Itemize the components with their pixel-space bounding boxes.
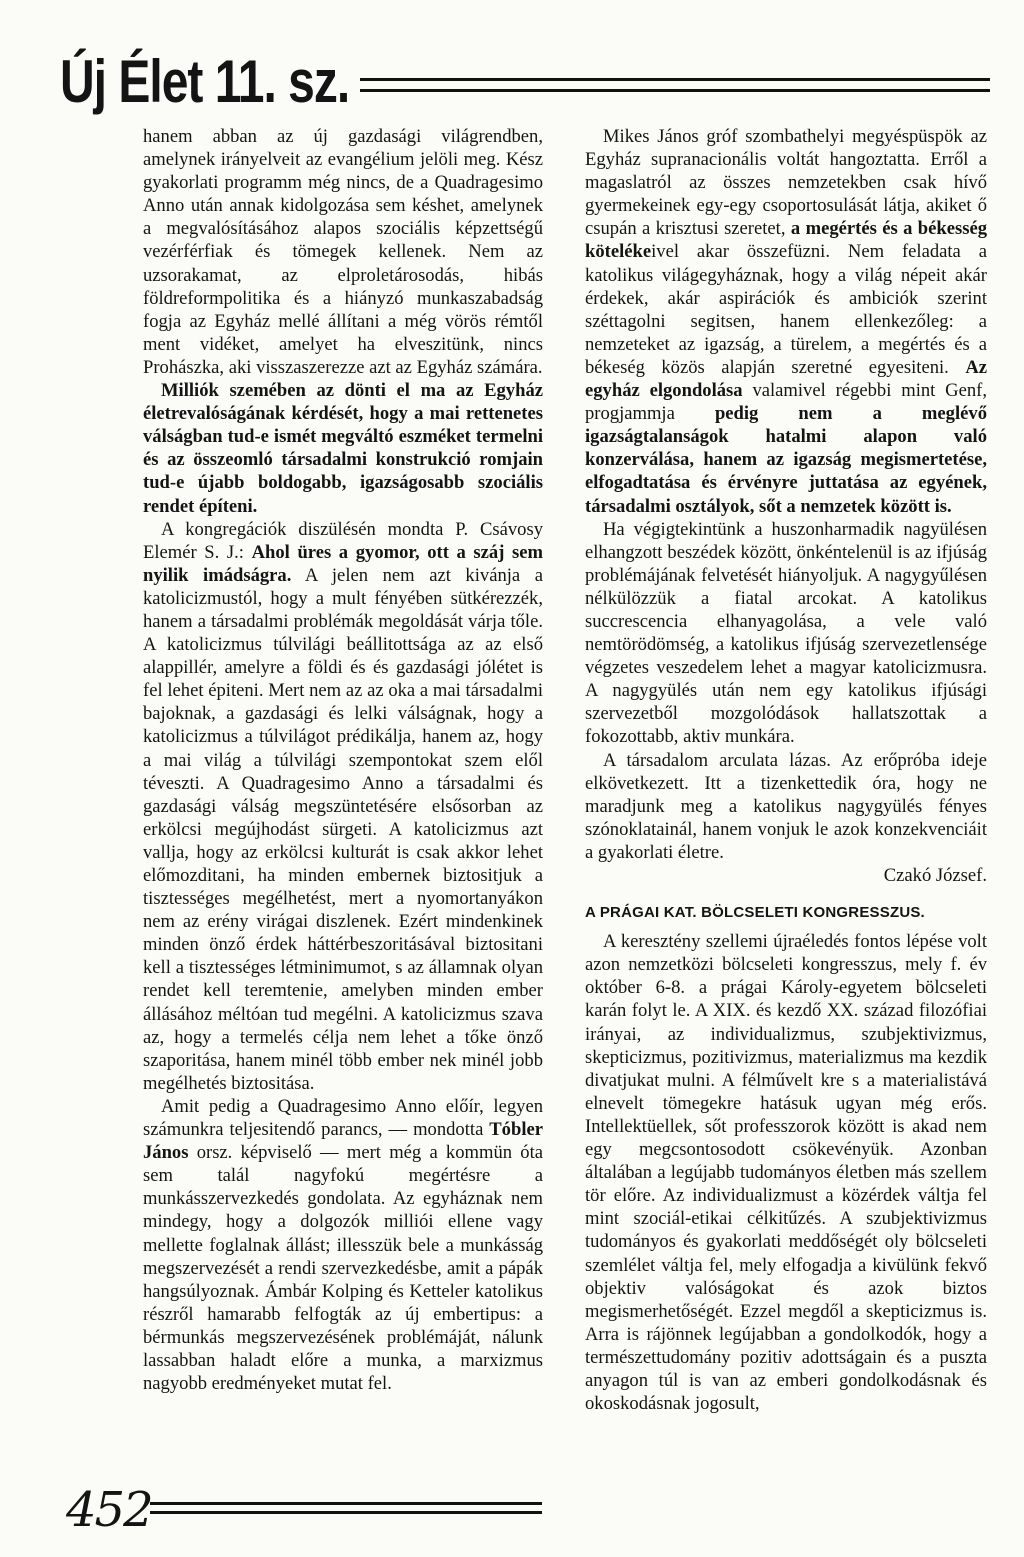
text: mert még a kommün óta sem talál nagyfokú megértésre a munkásszervezkedés gondolata. Az egyháznak nem mindegy, hogy a dolgozók milliói ellene vagy mellette foglalnak állást; illesszük bele a munkásság megszervezését a rendi szervezkedésbe, amit a pápák hangsúlyoznak. Ámbár Kolping és Ketteler katolikus részről hamarabb felfogták az új embertipus: a bérmunkás megszervezésének problémáját, nálunk lassabban haladt előre a munka, a marxizmus nagyobb eredményeket mutat fel. bbox=[143, 1142, 543, 1395]
text: A kongregációk diszülésén mondta P. Csávosy Elemér S. J.: bbox=[143, 518, 543, 563]
author-signature: Czakó József. bbox=[883, 865, 987, 886]
paragraph: A társadalom arculata lázas. Az erőpróba ideje elkövetkezett. Itt a tizenkettedik óra, hogy ne maradjunk meg a katolikus nagygyülés fényes szónoklatainál, hanem vonjuk le azok konzekvenciáit a gyakorlati életre. bbox=[585, 749, 987, 863]
left-column bbox=[143, 125, 543, 1395]
speaker-name: Tóbler János bbox=[143, 1119, 543, 1164]
footer-rule bbox=[150, 1502, 542, 1514]
text: Amit pedig a Quadragesimo Anno előír, legyen számunkra teljesitendő parancs, — mondotta bbox=[143, 1095, 543, 1141]
text: orsz. képviselő — bbox=[196, 1142, 339, 1164]
text: valamivel régebbi mint Genf, progjammja bbox=[585, 380, 988, 425]
text: Mikes János gróf szombathelyi megyéspüspök az Egyház supranacionális voltát hangoztatta. Erről a magaslatról az összes nemzetekben csak hívő gyermekeinek egy-egy csoportosulását látja, akiket ő csupán a krisztusi szeretet, bbox=[585, 126, 987, 240]
paragraph-bold bbox=[143, 379, 543, 518]
text: A jelen nem azt kivánja a katolicizmustól, hogy a mult fényében sütkérezzék, hanem a társadalmi problémák megoldását várja tőle. A katolicizmus túlvilági beállitottsága az az első alappillér, amelyre a földi és és gazdasági jólétet is fel lehet épiteni. Mert nem az az oka a mai társadalmi bajoknak, a gazdasági és lelki válságnak, hogy a katolicizmus a túlvilágot prédikálja, hanem az, hogy a mai világ a túlvilági szempontokat szem elől téveszti. A Quadragesimo Anno a társadalmi és gazdasági válság megszüntetésére elsősorban az erkölcsi megújhodást sürgeti. A katolicizmus azt vallja, hogy az erkölcsi kulturát is csak akkor lehet előmozditani, ha minden embernek biztositjuk a tisztességes megélhetést, mert a nyomortanyákon nem az erény virágai diszlenek. Ezért mindenkinek minden önző érdek háttérbeszoritásával biztositani kell a tisztességes létminimumot, s az államnak olyan rendet kell teremtenie, amelyben minden ember állásához méltóan tud megélni. A katolicizmus szava az, hogy a termelés célja nem lehet a tőke önző szaporitása, hanem minél több ember nek minél jobb megélhetés biztositása. bbox=[143, 564, 543, 1094]
text: ivel akar összefüzni. Nem feladata a katolikus világegyháznak, hogy a világ népeit akár érdekek, akár aspirációk és ambiciók szerint széttagolni segitsen, hanem ellenkezőleg: a nemzeteket az igazság, a türelem, a megértés és a békeség közös alapján szeretné egyesiteni. bbox=[585, 241, 987, 378]
bold-quote: Ahol üres a gyomor, ott a száj sem nyilik imádságra. bbox=[143, 541, 543, 586]
masthead-rule bbox=[360, 78, 990, 92]
paragraph: A keresztény szellemi újraéledés fontos lépése volt azon nemzetközi bölcseleti kongresszus, mely f. év október 6-8. a prágai Károly-egyetem bölcseleti karán folyt le. A XIX. és kezdő XX. század filozófiai irányai, az individualizmus, szubjektivizmus, skepticizmus, pozitivizmus, materializmus ma kezdik divatjukat mulni. A félművelt kre s a materialistává elnevelt tömegekre hatásuk ugyan még erős. Intellektüellek, sőt professzorok között is akad nem egy megcsontosodott csökevényük. Azonban általában a legújabb tudományos életben más szellem tör előre. Az individualizmust a közérdek váltja fel mint szociál-etikai célkitűzés. A szubjektivizmus tudományos és gyakorlati meddőségét oly bölcseleti szemlélet váltja fel, mely elfogadja a kivülünk fekvő objektiv valóságokat és azok biztos megismerhetőségét. Ezzel megdől a skepticizmus is. Arra is rájönnek legújabban a gondolkodók, hogy a természettudomány pozitiv adottságain és a puszta anyagon túl is van az emberi gondolkodásnak és okoskodásnak jogosult, bbox=[585, 931, 987, 1415]
paragraph bbox=[585, 125, 987, 518]
paragraph: Ha végigtekintünk a huszonharmadik nagyülésen elhangzott beszédek között, önkéntelenül is az ifjúság problémájának felvetését hiányoljuk. A nagygyűlésen nélkülözzük a fiatal arcokat. A katolikus succrescencia elhanyagolása, a vele való nemtörödömség, a katolikus ifjúság szervezetlensége végzetes veszedelem lehet a magyar katolicizmusra. A nagygyülés után nem egy katolikus ifjúsági szervezetből mozgolódások hallatszottak a fokozottabb, aktiv munkára. bbox=[585, 518, 987, 748]
page-number: 452 bbox=[66, 1482, 152, 1538]
paragraph bbox=[143, 1095, 543, 1395]
bold-text: Milliók szemében az dönti el ma az Egyház életrevalóságának kérdését, hogy a mai rettenetes válságban tud-e ismét megváltó eszméket termelni és az összeomló társadalmi konstrukció romjain tud-e újabb boldogabb, igazságosabb szociális rendet építeni. bbox=[143, 380, 543, 517]
section-heading: A PRÁGAI KAT. BÖLCSELETI KONGRESSZUS. bbox=[585, 904, 925, 922]
bold-text: a megértés és a békesség köteléke bbox=[585, 218, 987, 263]
right-column bbox=[585, 125, 987, 1415]
bold-text: pedig nem a meglévő igazságtalanságok hatalmi alapon való konzerválása, hanem az igazság megismertetése, elfogadtatása és érvényre juttatása az egyének, társadalmi osztályok, sőt a nemzetek között is. bbox=[585, 403, 987, 517]
paragraph: hanem abban az új gazdasági világrendben, amelynek irányelveit az evangélium jelöli meg. Kész gyakorlati programm még nincs, de a Quadragesimo Anno után annak kidolgozása sem késhet, amelynek a megvalósításához alapos szociális képzettségű vezérférfiak és tömegek kellenek. Nem az uzsorakamat, az elproletárosodás, hibás földreformpolitika és a hiányzó munkaszabadság fogja az Egyház mellé állítani a még vörös rémtől ment vidéket, amelyet ha elveszitünk, nincs Prohászka, aki visszaszerezze azt az Egyház számára. bbox=[143, 126, 543, 378]
bold-text: Az egyház elgondolása bbox=[585, 356, 987, 402]
masthead-title: Új Élet 11. sz. bbox=[60, 49, 350, 116]
paragraph bbox=[143, 518, 543, 1095]
